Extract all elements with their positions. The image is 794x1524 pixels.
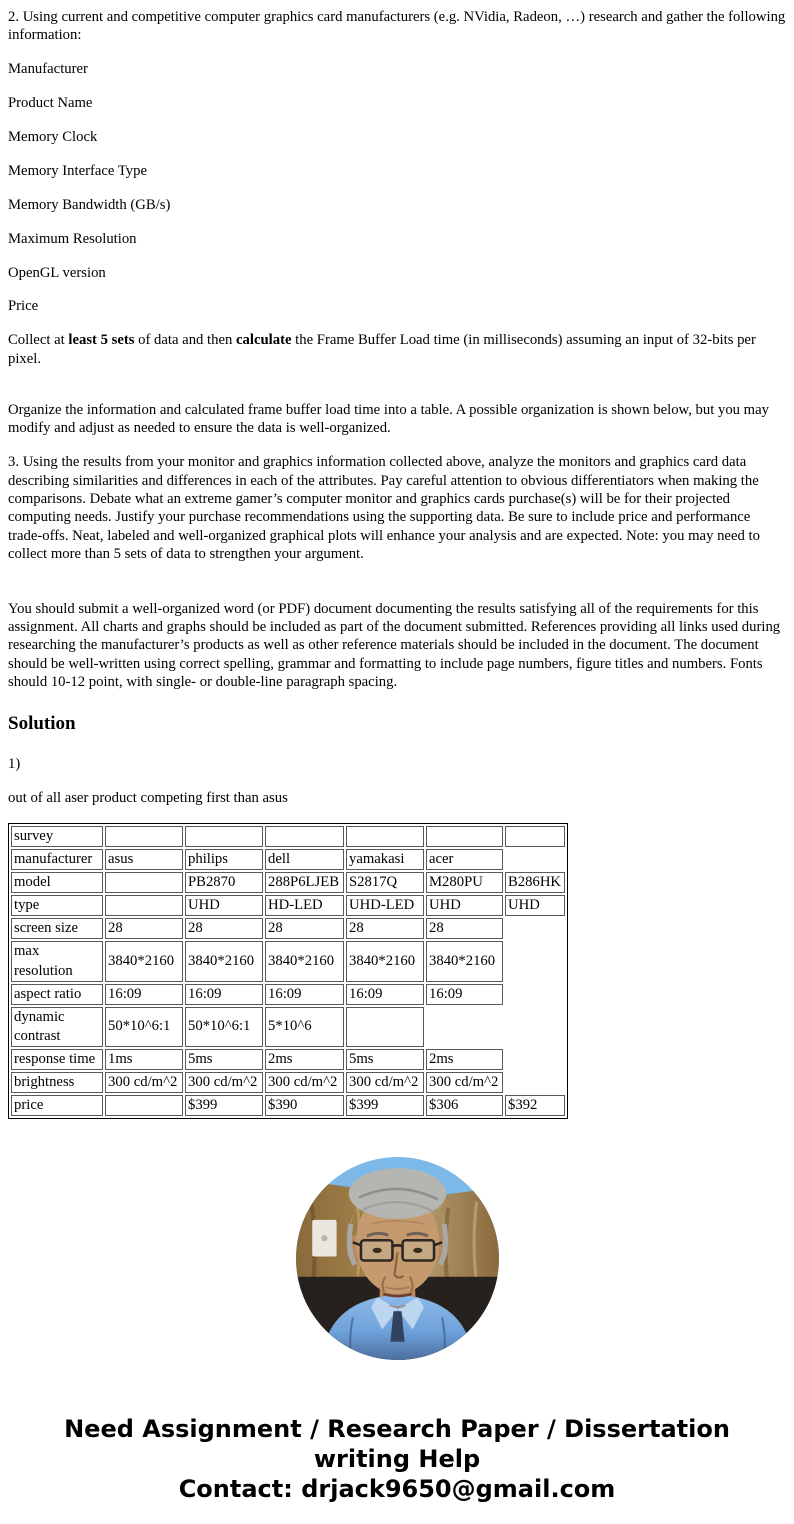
table-cell bbox=[105, 826, 183, 847]
table-cell: screen size bbox=[11, 918, 103, 939]
table-cell: 28 bbox=[265, 918, 344, 939]
photo-section bbox=[8, 1157, 786, 1365]
table-cell: philips bbox=[185, 849, 263, 870]
table-cell: B286HK bbox=[505, 872, 565, 893]
solution-step-number: 1) bbox=[8, 756, 21, 773]
table-cell: type bbox=[11, 895, 103, 916]
document-body bbox=[8, 8, 786, 1504]
table-cell: response time bbox=[11, 1049, 103, 1070]
table-cell: 5*10^6 bbox=[265, 1007, 344, 1047]
table-cell bbox=[185, 826, 263, 847]
table-cell: 300 cd/m^2 bbox=[105, 1072, 183, 1093]
table-cell: UHD bbox=[505, 895, 565, 916]
table-cell: 1ms bbox=[105, 1049, 183, 1070]
table-cell: brightness bbox=[11, 1072, 103, 1093]
footer-help-line: Need Assignment / Research Paper / Dissertation writing Help bbox=[64, 1414, 730, 1473]
footer-contact-line: Contact: drjack9650@gmail.com bbox=[178, 1474, 616, 1503]
list-item-manufacturer: Manufacturer bbox=[8, 61, 88, 78]
collect-bold-calculate: calculate bbox=[236, 332, 292, 349]
table-row bbox=[11, 918, 565, 939]
table-cell bbox=[426, 826, 503, 847]
collect-bold-least-5-sets: least 5 sets bbox=[68, 332, 135, 349]
table-row bbox=[11, 1072, 565, 1093]
table-row bbox=[11, 1007, 565, 1047]
table-row bbox=[11, 849, 565, 870]
table-cell: 3840*2160 bbox=[185, 941, 263, 981]
portrait-photo bbox=[296, 1157, 499, 1360]
table-row bbox=[11, 872, 565, 893]
table-cell: 5ms bbox=[346, 1049, 424, 1070]
table-cell bbox=[105, 872, 183, 893]
list-item-memory-bandwidth: Memory Bandwidth (GB/s) bbox=[8, 196, 171, 213]
table-row bbox=[11, 1095, 565, 1116]
table-row bbox=[11, 895, 565, 916]
table-cell: aspect ratio bbox=[11, 984, 103, 1005]
table-cell: 300 cd/m^2 bbox=[346, 1072, 424, 1093]
table-cell: 288P6LJEB bbox=[265, 872, 344, 893]
table-cell: 3840*2160 bbox=[265, 941, 344, 981]
solution-table-body bbox=[11, 826, 565, 1116]
list-item-price: Price bbox=[8, 298, 39, 315]
table-cell: 5ms bbox=[185, 1049, 263, 1070]
table-cell: 50*10^6:1 bbox=[185, 1007, 263, 1047]
solution-table bbox=[8, 823, 568, 1119]
solution-note: out of all aser product competing first than asus bbox=[8, 790, 288, 806]
table-cell: 16:09 bbox=[426, 984, 503, 1005]
solution-heading: Solution bbox=[8, 713, 76, 735]
footer-banner bbox=[17, 1414, 777, 1504]
table-cell: 300 cd/m^2 bbox=[426, 1072, 503, 1093]
table-cell bbox=[505, 826, 565, 847]
list-item-opengl-version: OpenGL version bbox=[8, 264, 106, 281]
table-cell: 16:09 bbox=[265, 984, 344, 1005]
table-cell: max resolution bbox=[11, 941, 103, 981]
table-cell: 16:09 bbox=[346, 984, 424, 1005]
table-cell: yamakasi bbox=[346, 849, 424, 870]
collect-paragraph bbox=[8, 331, 786, 368]
table-cell: manufacturer bbox=[11, 849, 103, 870]
table-cell: dell bbox=[265, 849, 344, 870]
table-row bbox=[11, 1049, 565, 1070]
table-cell: 2ms bbox=[265, 1049, 344, 1070]
table-cell: price bbox=[11, 1095, 103, 1116]
table-cell: 300 cd/m^2 bbox=[185, 1072, 263, 1093]
table-cell: 300 cd/m^2 bbox=[265, 1072, 344, 1093]
table-cell: 28 bbox=[105, 918, 183, 939]
list-item-maximum-resolution: Maximum Resolution bbox=[8, 230, 137, 247]
table-cell: M280PU bbox=[426, 872, 503, 893]
list-item-product-name: Product Name bbox=[8, 95, 93, 112]
table-cell: S2817Q bbox=[346, 872, 424, 893]
table-cell bbox=[105, 1095, 183, 1116]
organize-paragraph: Organize the information and calculated frame buffer load time into a table. A possible organization is shown below, but you may modify and adjust as needed to ensure the data is well-organized. bbox=[8, 402, 769, 437]
table-row bbox=[11, 984, 565, 1005]
table-cell: asus bbox=[105, 849, 183, 870]
table-cell: survey bbox=[11, 826, 103, 847]
intro-paragraph: 2. Using current and competitive computer graphics card manufacturers (e.g. NVidia, Radeon, …) research and gather the following information: bbox=[8, 9, 786, 44]
list-item-memory-clock: Memory Clock bbox=[8, 129, 98, 145]
analyze-paragraph: 3. Using the results from your monitor and graphics information collected above, analyze the monitors and graphics card data describing similarities and differences in each of the attributes. Pay careful attention to obvious differentiators when making the comparisons. Debate what an extreme gamer’s computer monitor and graphics cards purchase(s) will be for their projected computing needs. Justify your purchase recommendations using the supporting data. Be sure to include price and performance trade-offs. Neat, labeled and well-organized graphical plots will enhance your analysis and are expected. Note: you may need to collect more than 5 sets of data to strengthen your argument. bbox=[8, 454, 760, 563]
list-item-memory-interface-type: Memory Interface Type bbox=[8, 162, 147, 179]
table-row bbox=[11, 826, 565, 847]
table-cell: UHD bbox=[426, 895, 503, 916]
table-cell: acer bbox=[426, 849, 503, 870]
table-cell bbox=[346, 1007, 424, 1047]
table-cell: 16:09 bbox=[185, 984, 263, 1005]
submit-paragraph: You should submit a well-organized word (or PDF) document documenting the results satisfying all of the requirements for this assignment. All charts and graphs should be included as part of the document submitted. References providing all links used during researching the manufacturer’s products as well as other reference materials should be included in the document. The document should be well-written using correct spelling, grammar and formatting to include page numbers, figure titles and numbers. Fonts should 10-12 point, with single- or double-line paragraph spacing. bbox=[8, 600, 781, 690]
table-cell: 3840*2160 bbox=[105, 941, 183, 981]
collect-mid: of data and then bbox=[134, 332, 237, 349]
table-cell bbox=[105, 895, 183, 916]
table-cell: UHD bbox=[185, 895, 263, 916]
table-cell: HD-LED bbox=[265, 895, 344, 916]
collect-post: the Frame Buffer Load time (in milliseconds) assuming an input of 32-bits per pixel. bbox=[8, 332, 756, 367]
table-cell: 3840*2160 bbox=[346, 941, 424, 981]
table-cell: 2ms bbox=[426, 1049, 503, 1070]
table-cell: $399 bbox=[346, 1095, 424, 1116]
table-cell: UHD-LED bbox=[346, 895, 424, 916]
table-row bbox=[11, 941, 565, 981]
table-cell bbox=[265, 826, 344, 847]
table-cell: 28 bbox=[185, 918, 263, 939]
table-cell: $399 bbox=[185, 1095, 263, 1116]
table-cell: $306 bbox=[426, 1095, 503, 1116]
table-cell: 16:09 bbox=[105, 984, 183, 1005]
table-cell: model bbox=[11, 872, 103, 893]
table-cell bbox=[346, 826, 424, 847]
table-cell: $392 bbox=[505, 1095, 565, 1116]
table-cell: 28 bbox=[426, 918, 503, 939]
table-cell: PB2870 bbox=[185, 872, 263, 893]
collect-pre: Collect at bbox=[8, 332, 69, 349]
table-cell: $390 bbox=[265, 1095, 344, 1116]
table-cell: 3840*2160 bbox=[426, 941, 503, 981]
table-cell: 28 bbox=[346, 918, 424, 939]
table-cell: 50*10^6:1 bbox=[105, 1007, 183, 1047]
table-cell: dynamic contrast bbox=[11, 1007, 103, 1047]
